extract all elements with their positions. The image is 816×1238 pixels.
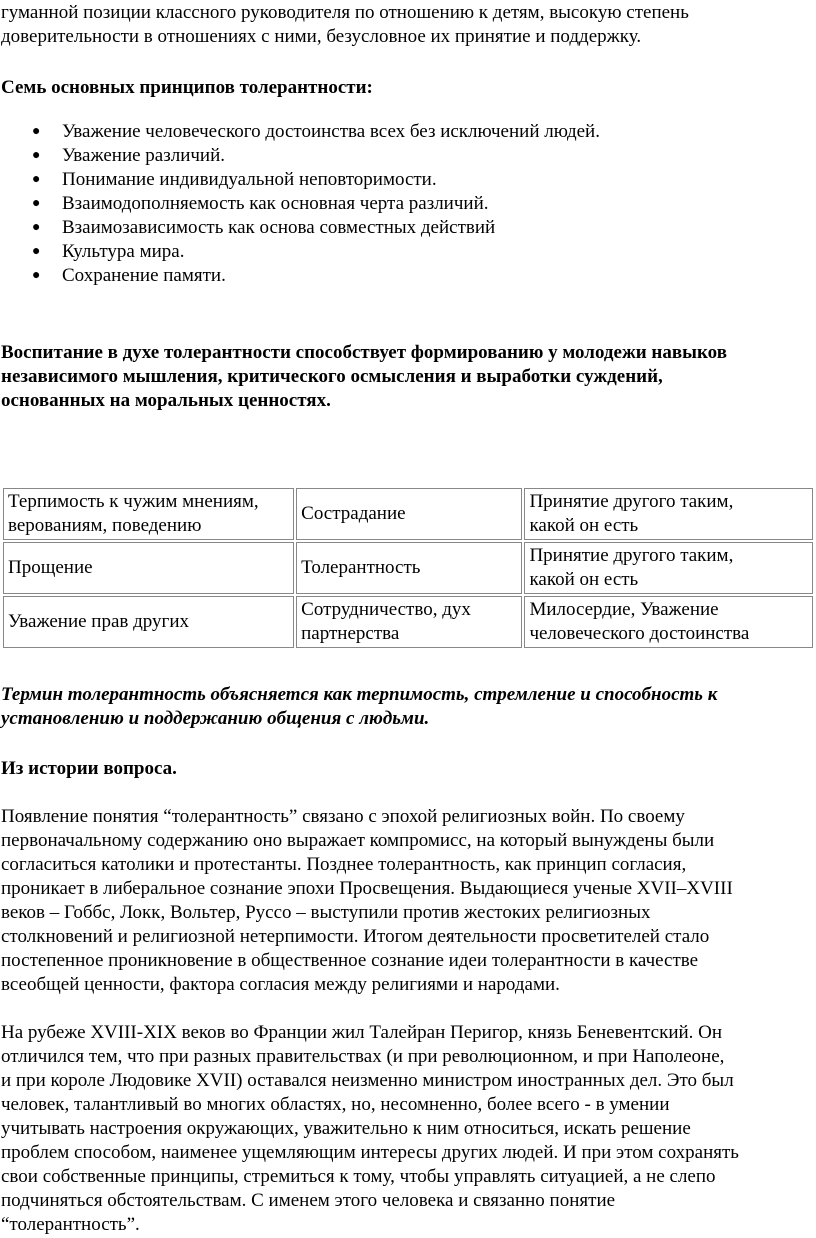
paragraph-line: и при короле Людовике XVII) оставался неизменно министром иностранных дел. Это был <box>1 1070 734 1091</box>
list-item <box>0 168 600 192</box>
paragraph-line: На рубеже XVIII-XIX веков во Франции жил Талейран Перигор, князь Беневентский. Он <box>1 1022 723 1043</box>
paragraph-line: учитывать настроения окружающих, уважительно к ним относиться, искать решение <box>1 1118 691 1139</box>
paragraph-line: веков – Гоббс, Локк, Вольтер, Руссо – выступили против жестоких религиозных <box>1 902 651 923</box>
bullet-icon: ● <box>32 244 41 259</box>
paragraph-line: свои собственные принципы, стремиться к тому, чтобы управлять ситуацией, а не слепо <box>1 1166 716 1187</box>
education-line: основанных на моральных ценностях. <box>1 390 331 411</box>
table-row <box>3 596 813 648</box>
history-paragraph-1 <box>1 805 815 997</box>
intro-line: гуманной позиции классного руководителя по отношению к детям, высокую степень <box>1 2 689 23</box>
values-table <box>1 486 815 650</box>
paragraph-line: “толерантность”. <box>1 1214 140 1235</box>
list-item <box>0 264 600 288</box>
bullet-icon: ● <box>32 196 41 211</box>
list-item-text: Культура мира. <box>62 241 185 262</box>
list-item <box>0 216 600 240</box>
bullet-icon: ● <box>32 220 41 235</box>
table-cell: Сострадание <box>296 488 522 540</box>
intro-line: доверительности в отношениях с ними, безусловное их принятие и поддержку. <box>1 26 642 47</box>
history-heading: Из истории вопроса. <box>1 758 177 779</box>
list-item <box>0 120 600 144</box>
education-paragraph <box>1 341 813 413</box>
paragraph-line: отличился тем, что при разных правительствах (и при революционном, и при Наполеоне, <box>1 1046 725 1067</box>
term-definition <box>1 683 813 731</box>
table-row <box>3 542 813 594</box>
table-cell: Прощение <box>3 542 294 594</box>
table-cell: Терпимость к чужим мнениям, верованиям, поведению <box>3 488 294 540</box>
bullet-icon: ● <box>32 124 41 139</box>
list-item-text: Уважение различий. <box>62 145 226 166</box>
principles-list <box>0 120 600 288</box>
bullet-icon: ● <box>32 172 41 187</box>
table-cell: Толерантность <box>296 542 522 594</box>
paragraph-line: человек, талантливый во многих областях, но, несомненно, более всего - в умении <box>1 1094 670 1115</box>
term-line: Термин толерантность объясняется как терпимость, стремление и способность к <box>1 684 718 705</box>
principles-heading: Семь основных принципов толерантности: <box>1 77 373 98</box>
paragraph-line: проникает в либеральное сознание эпохи Просвещения. Выдающиеся ученые XVII–XVIII <box>1 878 733 899</box>
education-line: Воспитание в духе толерантности способствует формированию у молодежи навыков <box>1 342 727 363</box>
list-item-text: Уважение человеческого достоинства всех без исключений людей. <box>62 121 600 142</box>
history-paragraph-2 <box>1 1021 815 1237</box>
paragraph-line: всеобщей ценности, фактора согласия между религиями и народами. <box>1 974 560 995</box>
list-item <box>0 192 600 216</box>
list-item <box>0 240 600 264</box>
table-cell: Сотрудничество, дух партнерства <box>296 596 522 648</box>
paragraph-line: проблем способом, наименее ущемляющим интересы других людей. И при этом сохранять <box>1 1142 739 1163</box>
paragraph-line: подчиняться обстоятельствам. С именем этого человека и связанно понятие <box>1 1190 616 1211</box>
paragraph-line: Появление понятия “толерантность” связано с эпохой религиозных войн. По своему <box>1 806 685 827</box>
table-cell: Принятие другого таким, какой он есть <box>524 488 813 540</box>
list-item <box>0 144 600 168</box>
bullet-icon: ● <box>32 268 41 283</box>
list-item-text: Взаимозависимость как основа совместных действий <box>62 217 496 238</box>
list-item-text: Сохранение памяти. <box>62 265 226 286</box>
list-item-text: Взаимодополняемость как основная черта различий. <box>62 193 489 214</box>
intro-paragraph <box>1 1 813 49</box>
table-row <box>3 488 813 540</box>
paragraph-line: согласиться католики и протестанты. Позднее толерантность, как принцип согласия, <box>1 854 687 875</box>
paragraph-line: столкновений и религиозной нетерпимости. Итогом деятельности просветителей стало <box>1 926 710 947</box>
list-item-text: Понимание индивидуальной неповторимости. <box>62 169 437 190</box>
education-line: независимого мышления, критического осмысления и выработки суждений, <box>1 366 663 387</box>
term-line: установлению и поддержанию общения с людьми. <box>1 708 430 729</box>
paragraph-line: постепенное проникновение в общественное сознание идеи толерантности в качестве <box>1 950 699 971</box>
table-cell: Принятие другого таким, какой он есть <box>524 542 813 594</box>
paragraph-line: первоначальному содержанию оно выражает компромисс, на который вынуждены были <box>1 830 715 851</box>
bullet-icon: ● <box>32 148 41 163</box>
table-cell: Уважение прав других <box>3 596 294 648</box>
table-cell: Милосердие, Уважение человеческого достоинства <box>524 596 813 648</box>
